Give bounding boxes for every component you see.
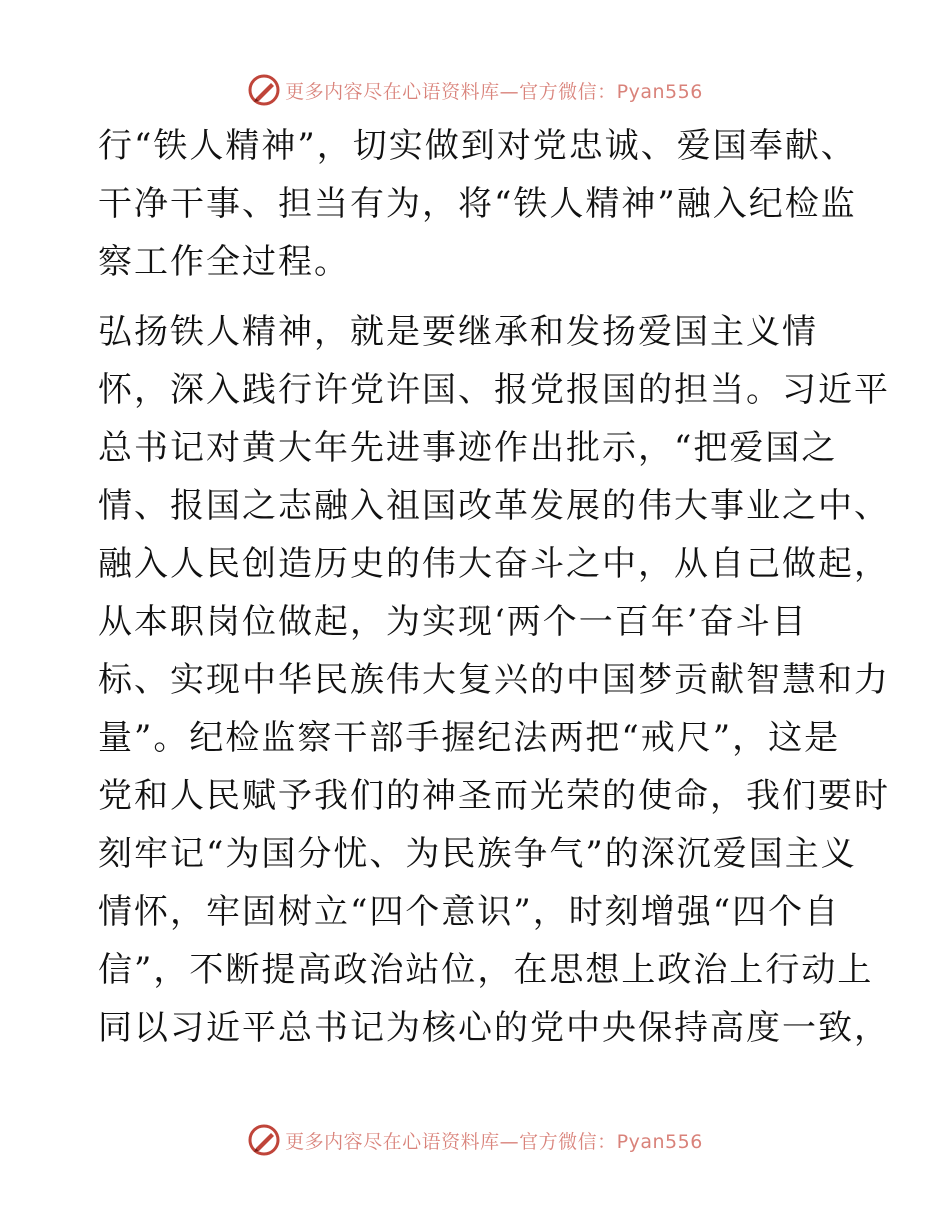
text-line: 同以习近平总书记为核心的党中央保持高度一致， — [98, 1008, 890, 1048]
text-line: 干净干事、担当有为，将“铁人精神”融入纪检监 — [98, 184, 857, 224]
paragraph-gap — [98, 291, 858, 303]
text-line: 弘扬铁人精神，就是要继承和发扬爱国主义情 — [98, 312, 818, 352]
footer-banner — [0, 1120, 950, 1160]
text-line: 刻牢记“为国分忧、为民族争气”的深沉爱国主义 — [98, 834, 857, 874]
text-line: 融入人民创造历史的伟大奋斗之中，从自己做起， — [98, 544, 890, 584]
header-banner — [0, 70, 950, 110]
text-line: 信”，不断提高政治站位，在思想上政治上行动上 — [98, 950, 874, 990]
text-line: 党和人民赋予我们的神圣而光荣的使命，我们要时 — [98, 776, 890, 816]
text-line: 情、报国之志融入祖国改革发展的伟大事业之中、 — [98, 486, 890, 526]
document-body — [98, 117, 890, 1057]
header-banner-text: 更多内容尽在心语资料库—官方微信：Pyan556 — [285, 80, 703, 103]
pen-in-circle-icon — [247, 1123, 281, 1157]
text-line: 情怀，牢固树立“四个意识”，时刻增强“四个自 — [98, 892, 841, 932]
footer-banner-text: 更多内容尽在心语资料库—官方微信：Pyan556 — [285, 1130, 703, 1153]
paragraph — [98, 117, 858, 291]
text-line: 标、实现中华民族伟大复兴的中国梦贡献智慧和力 — [98, 660, 890, 700]
text-line: 量”。纪检监察干部手握纪法两把“戒尺”，这是 — [98, 718, 841, 758]
text-line: 察工作全过程。 — [98, 242, 350, 282]
text-line: 总书记对黄大年先进事迹作出批示，“把爱国之 — [98, 428, 838, 468]
text-line: 从本职岗位做起，为实现‘两个一百年’奋斗目 — [98, 602, 808, 642]
paragraph — [98, 303, 890, 1057]
text-line: 怀，深入践行许党许国、报党报国的担当。习近平 — [98, 370, 890, 410]
text-line: 行“铁人精神”，切实做到对党忠诚、爱国奉献、 — [98, 126, 857, 166]
pen-in-circle-icon — [247, 73, 281, 107]
